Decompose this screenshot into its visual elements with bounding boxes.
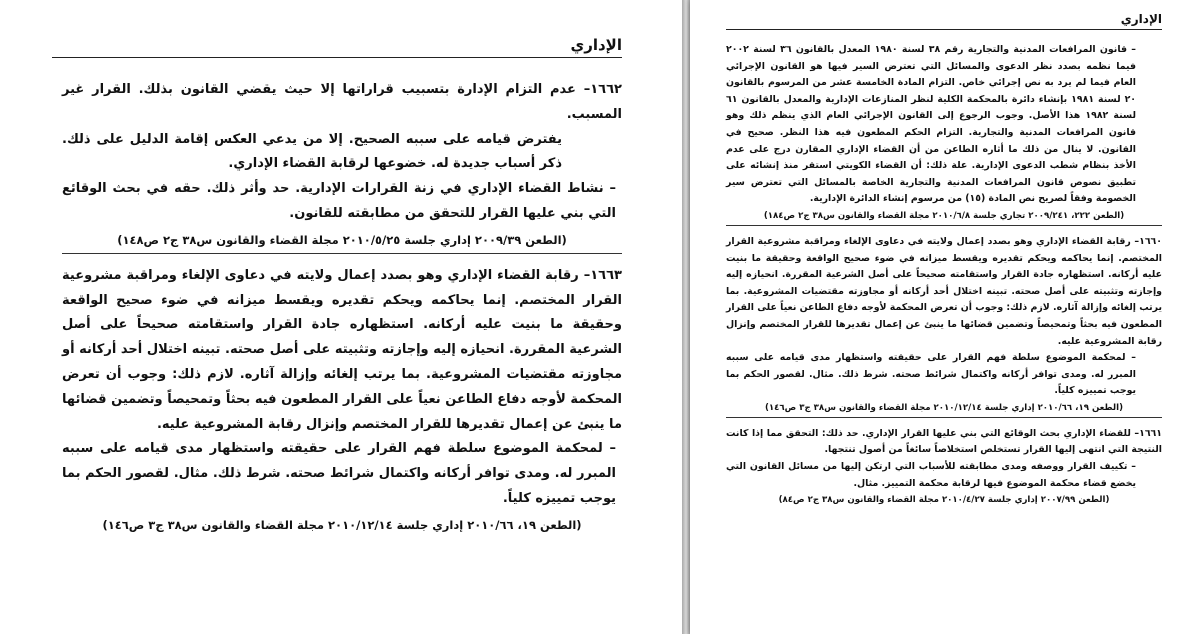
entry-citation: (الطعن ٢٠٠٧/٩٩ إداري جلسة ٢٠١٠/٤/٢٧ مجلة القضاء والقانون س٣٨ ج٢ ص٨٤) — [778, 495, 1110, 506]
entry-bullet: – نشاط القضاء الإداري في زنة القرارات الإدارية. حد وأثر ذلك. حقه في بحث الوقائع التي بني عليها القرار للتحقق من مطابقته للقانون. — [62, 181, 616, 221]
page-header: الإداري — [52, 36, 622, 58]
page-content — [62, 78, 622, 536]
entry-citation: (الطعن ٢٠٠٩/٣٩ إداري جلسة ٢٠١٠/٥/٢٥ مجلة القضاء والقانون س٣٨ ج٢ ص١٤٨) — [117, 232, 567, 247]
entry-citation: (الطعن ٢٢٢، ٢٠٠٩/٢٤١ تجاري جلسة ٢٠١٠/٦/٨ مجلة القضاء والقانون س٣٨ ج٢ ص١٨٤) — [763, 210, 1125, 221]
entry-number: ١٦٦٢ — [590, 82, 622, 97]
entry-divider — [62, 253, 622, 254]
entry-number: ١٦٦١ — [1139, 427, 1162, 439]
entry-1663 — [62, 264, 622, 532]
entry-bullet: – تكييف القرار ووصفه ومدى مطابقته للأسباب التي ارتكن إليها من مسائل القانون التي يخضع قضاء محكمة الموضوع فيها لرقابة محكمة التمييز. مثال. — [726, 461, 1136, 489]
page-content — [726, 42, 1162, 509]
entry-intro — [62, 264, 622, 438]
entry-number: ١٦٦٠ — [1139, 235, 1162, 247]
entry-intro-text: – للقضاء الإداري بحث الوقائع التي بني عليها القرار الإداري. حد ذلك: التحقق مما إذا كانت النتيجة التي انتهى إليها القرار تستخلص استخلاصاً سائغاً من أصول تنتجها. — [726, 427, 1162, 456]
entry-1661 — [726, 426, 1162, 505]
entry-citation: (الطعن ١٩، ٢٠١٠/٦٦ إداري جلسة ٢٠١٠/١٢/١٤ مجلة القضاء والقانون س٣٨ ج٣ ص١٤٦) — [764, 402, 1124, 413]
entry-1662 — [62, 78, 622, 247]
page-gutter — [682, 0, 690, 634]
entry-continued-text: – قانون المرافعات المدنية والتجارية رقم ٣٨ لسنة ١٩٨٠ المعدل بالقانون ٣٦ لسنة ٢٠٠٢ فيما نظمه بصدد نظر الدعوى والمسائل التي تعترض السير فيها هو القانون الإجرائي العام فيما لم يرد به نص إجرائي خاص. التزام المادة الخامسة عشر من المرسوم بالقانون ٢٠ لسنة ١٩٨١ بإنشاء دائرة بالمحكمة الكلية لنظر المنازعات الإدارية والمعدل بالقانون ٦١ لسنة ١٩٨٢ هذا الأصل. وجوب الرجوع إلى القانون الإجرائي العام الذي ينظم ذلك وهو قانون المرافعات المدنية والتجارية. التزام الحكم المطعون فيه هذا النظر. صحيح في القانون. لا ينال من ذلك ما أثاره الطاعن من أن القضاء الإداري المقارن درج على عدم الأخذ بنظام شطب الدعوى الإدارية. علة ذلك: أن القضاء الكويتي استقر منذ إنشائه على تطبيق نصوص قانون المرافعات المدنية والتجارية الخاصة بالمسائل التي تعترض سير الخصومة وفقاً لصريح نص المادة (١٥) من مرسوم إنشاء الدائرة الإدارية. — [726, 44, 1137, 205]
entry-intro-text: – رقابة القضاء الإداري وهو بصدد إعمال ولايته في دعاوى الإلغاء ومراقبة مشروعية القرار المختصم. إنما يحاكمه ويحكم تقديره ويقسط ميزانه في ضوء صحيح الواقعة وحقيقة ما بنيت عليه أركانه. استظهاره جادة القرار واستقامته صحيحاً على أصل الشرعية المقررة. انحيازه إليه وإجازته وتثبيته على أصل صحته. تبينه اختلال أحد أركانه أو مجاوزته مقتضيات المشروعية. بما يرتب إلغائه وإزالة آثاره. لازم ذلك: وجوب أن تعرض المحكمة لأوجه دفاع الطاعن نعياً على القرار المطعون فيه بحثاً وتمحيصاً وتضمين قضائها ما ينبئ عن إعمال تقديرها للقرار المختصم وإنزال رقابة المشروعية عليه. — [726, 235, 1162, 347]
entry-continued — [726, 42, 1162, 221]
entry-intro — [726, 234, 1162, 350]
entry-divider — [726, 225, 1162, 226]
entry-intro — [62, 78, 622, 128]
entry-body: يفترض قيامه على سببه الصحيح. إلا من يدعي العكس إقامة الدليل على ذلك. ذكر أسباب جديدة له. خضوعها لرقابة القضاء الإداري. — [62, 131, 562, 172]
document-page-right — [690, 0, 1200, 634]
entry-divider — [726, 417, 1162, 418]
entry-intro-text: – رقابة القضاء الإداري وهو بصدد إعمال ولايته في دعاوى الإلغاء ومراقبة مشروعية القرار المختصم. إنما يحاكمه ويحكم تقديره ويقسط ميزانه في ضوء صحيح الواقعة وحقيقة ما بنيت عليه أركانه. استظهاره جادة القرار واستقامته صحيحاً على أصل الشرعية المقررة. انحيازه إليه وإجازته وتثبيته على أصل صحته. تبينه اختلال أحد أركانه أو مجاوزته مقتضيات المشروعية. بما يرتب إلغائه وإزالة آثاره. لازم ذلك: وجوب أن تعرض المحكمة لأوجه دفاع الطاعن نعياً على القرار المطعون فيه بحثاً وتمحيصاً وتضمين قضائها ما ينبئ عن إعمال تقديرها للقرار المختصم وإنزال رقابة المشروعية عليه. — [62, 267, 622, 432]
entry-bullet: – لمحكمة الموضوع سلطة فهم القرار على حقيقته واستظهار مدى قيامه على سببه المبرر له. ومدى توافر أركانه واكتمال شرائط صحته. شرط ذلك. مثال. لقصور الحكم بما يوجب تمييزه كلياً. — [726, 352, 1136, 397]
entry-intro — [726, 426, 1162, 459]
page-header: الإداري — [726, 12, 1162, 30]
entry-citation: (الطعن ١٩، ٢٠١٠/٦٦ إداري جلسة ٢٠١٠/١٢/١٤ مجلة القضاء والقانون س٣٨ ج٣ ص١٤٦) — [102, 517, 582, 532]
entry-number: ١٦٦٣ — [590, 267, 622, 283]
entry-1660 — [726, 234, 1162, 413]
entry-intro-text: – عدم التزام الإدارة بتسبيب قراراتها إلا حيث يقضي القانون بذلك. القرار غير المسبب. — [62, 82, 622, 122]
entry-bullet: – لمحكمة الموضوع سلطة فهم القرار على حقيقته واستظهار مدى قيامه على سببه المبرر له. ومدى توافر أركانه واكتمال شرائط صحته. شرط ذلك. مثال. لقصور الحكم بما يوجب تمييزه كلياً. — [62, 441, 616, 506]
